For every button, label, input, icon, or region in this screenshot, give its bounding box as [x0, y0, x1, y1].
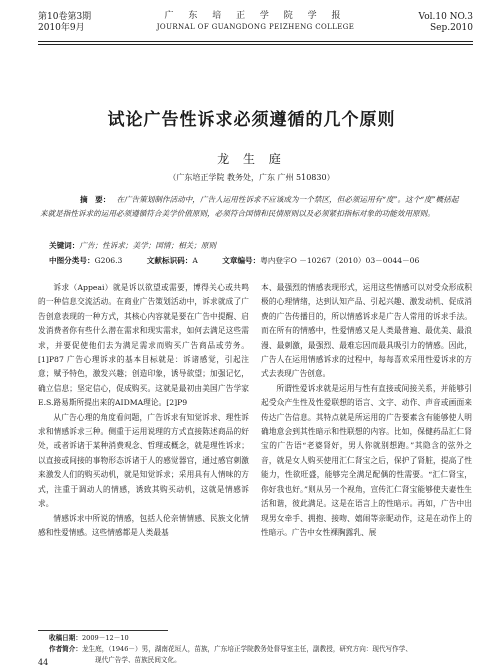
author-bio-label: 作者简介： — [49, 645, 82, 653]
clc-value: G206.3 — [94, 256, 123, 265]
clc-label: 中图分类号： — [49, 256, 95, 265]
abstract-text: 在广告策划制作活动中，广告人运用性诉求不应该成为一个禁区，但必须运用有“度”。这个“度”概括起来就是指性诉求的运用必须遵循符合美学价值原则，必须符合国情和民情原则以及必须紧扣指标对象的功能效用原则。 — [40, 195, 459, 218]
article-id-value: 粤内登字O －10267（2010）03－0044－06 — [260, 256, 420, 265]
body-paragraph: 诉求（Appeai）就是诉以欲望或需要，博得关心或共鸣的一种信息交流活动。在商业广告策划活动中，诉求就成了广告创意表现的一种方式，其核心内容就是要在广告中提醒、启发消费者你有些什么潜在需求和现实需求，如何去满足这些需求，并要促使他们去为满足需求而购买广告商品或劳务。[1]P87 广告心理诉求的基本目标就是：诉诸感觉，引起注意；赋予特色，激发兴趣；创造印象，诱导欲望；加强记忆，确立信息；坚定信心，促成购买。这就是最初由美国广告学家E.S.路易斯所提出来的AIDMA理论。[2]P9 — [38, 283, 249, 408]
page-number: 44 — [38, 658, 49, 667]
keywords-text: 广告；性诉求；美学；国情；相关；原则 — [79, 241, 217, 250]
header-rule-top — [38, 41, 473, 42]
issue-date-en: Sep.2010 — [429, 23, 473, 33]
issue-date-cn: 2010年9月 — [38, 23, 85, 33]
journal-name-cn: 广 东 培 正 学 院 学 报 — [164, 11, 347, 21]
received-date: 2009－12－10 — [81, 634, 129, 642]
author-affiliation: （广东培正学院 教务处，广东 广州 510830） — [168, 173, 335, 182]
article-title: 试论广告性诉求必须遵循的几个原则 — [107, 110, 396, 130]
header-rule-bottom — [38, 44, 473, 45]
body-column-right — [261, 281, 472, 540]
body-paragraph: 所谓性爱诉求就是运用与性有直接或间接关系，并能够引起受众产生性及性爱联想的语言、文字、动作、声音或画面来传达广告信息。其特点就是所运用的广告要素含有能够使人明确地意会到其性暗示和性联想的内容。比如，保健药品汇仁肾宝的广告语“老婆肾好，男人你就别想跑。”其隐含的弦外之音，就是女人购买使用汇仁肾宝之后，保护了肾脏，提高了性能力，性欲旺盛，能够完全满足配偶的性需要。“汇仁肾宝，你好我也好。”则从另一个视角，宣传汇仁肾宝能够使夫妻性生活和谐，彼此满足。这是在语言上的性暗示。再如，广告中出现男女牵手、拥抱、接吻、嬉闹等亲昵动作，这是在动作上的性暗示。广告中女性裸胸露乳、展 — [261, 383, 472, 537]
body-column-left — [38, 281, 249, 540]
journal-name-en: JOURNAL OF GUANGDONG PEIZHENG COLLEGE — [156, 23, 355, 31]
doc-code-label: 文献标识码： — [146, 256, 193, 265]
footnote-rule — [38, 630, 168, 631]
received-date-line — [49, 633, 479, 644]
abstract — [40, 193, 465, 221]
header-right — [419, 12, 473, 34]
classification-line — [49, 255, 479, 266]
header-center — [38, 11, 473, 33]
article-author: 龙 生 庭 — [217, 152, 286, 166]
body-paragraph: 情感诉求中所说的情感，包括人伦亲情情感、民族文化情感和性爱情感。这些情感都是人类最基 — [38, 513, 249, 537]
author-bio-continued: 现代广告学、苗族民间文化。 — [95, 656, 181, 664]
volume-en: Vol.10 NO.3 — [418, 12, 473, 22]
keywords-label: 关键词： — [49, 241, 80, 250]
author-bio-line — [49, 644, 479, 655]
received-label: 收稿日期： — [49, 634, 82, 642]
abstract-label: 摘 要： — [80, 195, 111, 204]
keywords-line — [49, 240, 216, 251]
body-paragraph: 本、最强烈的情感表现形式，运用这些情感可以对受众形成积极的心理情绪，达到认知产品、引起兴趣、激发动机、促成消费的广告传播目的，所以情感诉求是广告人常用的诉求手法。而在所有的情感中，性爱情感又是人类最普遍、最优美、最浪漫、最刺激，最强烈、最难忘因而最具吸引力的情感。因此，广告人在运用情感诉求的过程中，每每喜欢采用性爱诉求的方式去表现广告创意。 — [261, 283, 472, 379]
volume-issue: 第10卷第3期 — [38, 12, 92, 22]
author-bio-text: 龙生庭，（1946－）男，湖南花垣人，苗族，广东培正学院教务处督导室主任，副教授，研究方向：现代写作学、 — [81, 645, 412, 653]
running-header — [38, 6, 473, 42]
article-id-label: 文章编号： — [222, 256, 261, 265]
doc-code-value: A — [192, 256, 198, 265]
body-paragraph: 从广告心理的角度看问题，广告诉求有知觉诉求、理性诉求和情感诉求三种。侧重于运用说理的方式直接陈述商品的好处，或者诉诸于某种消费观念、哲理或概念，就是理性诉求；以直接或间接的事物形态诉诸于人的感觉器官，通过感官刺激来激发人们的购买动机，就是知觉诉求；采用具有人情味的方式，注重于调动人的情感，诱致其购买动机，这就是情感诉求。 — [38, 412, 249, 509]
footnote — [49, 633, 479, 666]
